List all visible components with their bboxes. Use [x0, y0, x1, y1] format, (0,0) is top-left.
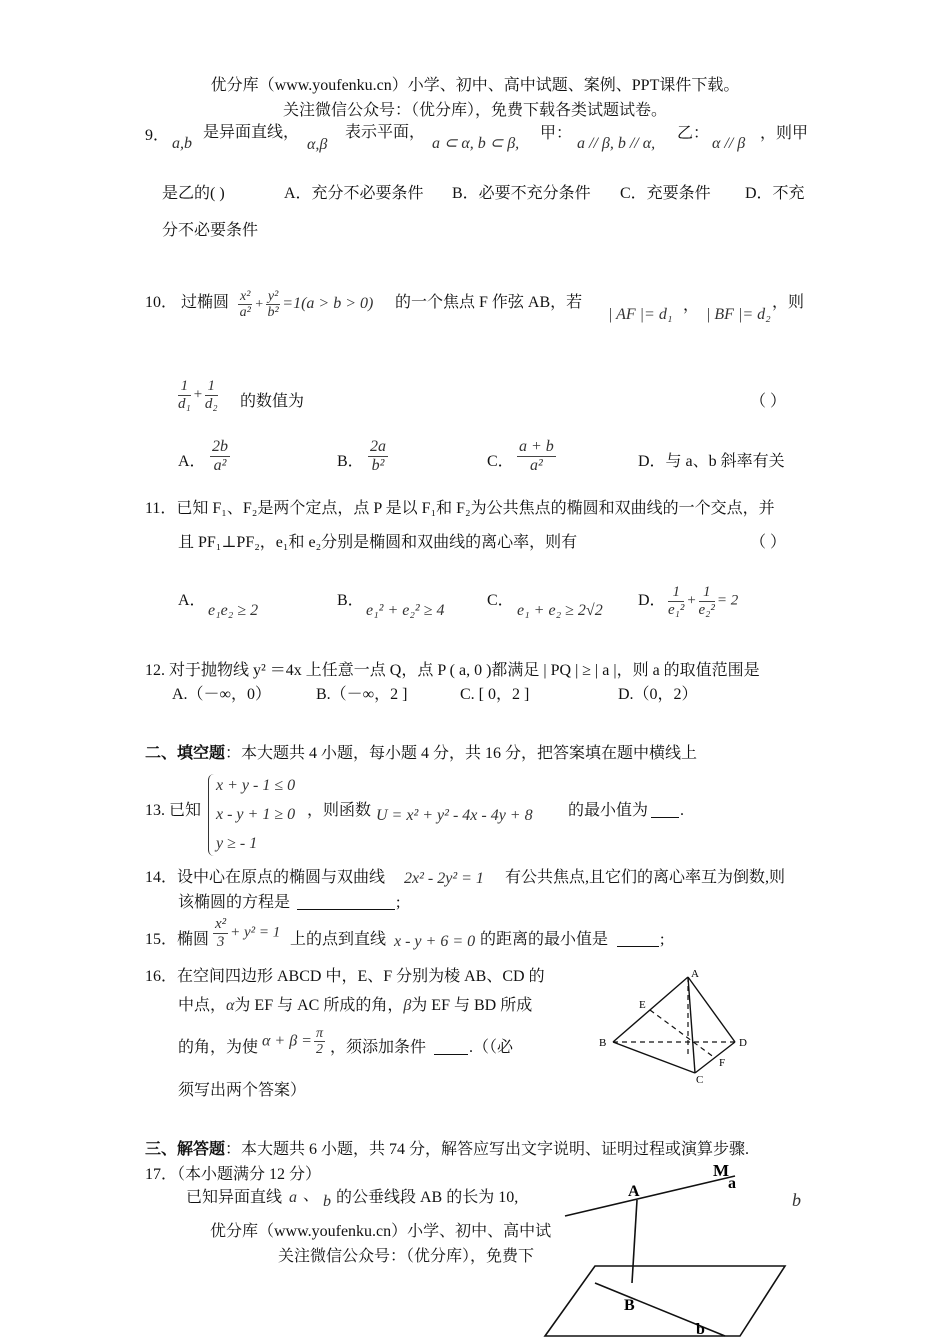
q15-text: 的距离的最小值是	[480, 931, 609, 948]
fig-label-a-line: a	[728, 1175, 736, 1192]
fig-label-b: B	[599, 1037, 607, 1049]
q9-text: ，则甲	[760, 125, 809, 142]
q9-option-a: A．充分不必要条件	[284, 185, 424, 202]
q10-answer-paren: （ ）	[750, 393, 787, 410]
q13-answer-blank[interactable]	[651, 803, 679, 818]
fig-label-b-point: B	[624, 1297, 635, 1314]
q17-line-a: a	[289, 1189, 297, 1206]
q10-option-b-math: $\frac{2a}{\text{b²}}$	[370, 438, 386, 474]
q14-line-2: 该椭圆的方程是	[178, 894, 291, 911]
q9-line-2: 是乙的( )	[162, 185, 225, 202]
q16-answer-blank[interactable]	[434, 1040, 468, 1055]
q9-text: 表示平面，	[345, 124, 426, 141]
q10-text: 的一个焦点 F 作弦 AB，若	[395, 294, 583, 311]
q13-brace	[208, 774, 215, 856]
q14-hyperbola: 2x² - 2y² = 1	[404, 870, 484, 887]
q9-math-planes-parallel: α // β	[712, 135, 746, 152]
q14-line-1b: 有公共焦点,且它们的离心率互为倒数,则	[505, 869, 786, 886]
q11-option-d: D．	[638, 592, 666, 609]
q10-text: ，则	[772, 294, 805, 311]
q9-yi: 乙：	[677, 125, 710, 142]
q13-text: ，则函数	[307, 802, 372, 819]
q14-answer-blank[interactable]	[297, 895, 395, 910]
q15-text: 15．椭圆	[145, 931, 210, 948]
q16-line-4: 须写出两个答案）	[178, 1082, 307, 1099]
q11-answer-paren: （ ）	[750, 534, 787, 551]
fig-label-f: F	[719, 1057, 726, 1069]
q10-text: 过椭圆	[181, 294, 230, 311]
q10-option-c-math: $\frac{a + b}{\text{a²}}$	[519, 438, 554, 474]
q9-math-subset: a ⊂ α, b ⊂ β,	[432, 135, 520, 152]
q10-comma: ，	[683, 297, 700, 314]
q11-option-c: C．	[487, 592, 514, 609]
q9-option-c: C．充要条件	[620, 185, 711, 202]
fig-label-d: D	[739, 1037, 747, 1049]
q15-line-eq: x - y + 6 = 0	[394, 933, 476, 950]
q15-end: ;	[660, 931, 665, 948]
q13-constraint-2: x - y + 1 ≥ 0	[216, 806, 296, 823]
fig-label-c: C	[696, 1074, 704, 1086]
q12-option-c: C. [ 0，2 ]	[460, 686, 530, 703]
q14-line-1a: 14．设中心在原点的椭圆与双曲线	[145, 869, 386, 886]
q9-math-planes: α,β	[307, 136, 328, 153]
q13-text: 的最小值为	[568, 802, 649, 819]
q9-math-parallel: a // β, b // α,	[577, 135, 656, 152]
q16-text: .（（必	[469, 1039, 514, 1056]
q13-end: .	[680, 802, 684, 819]
q17-side-label-b: b	[792, 1190, 801, 1210]
q16-text: ，须添加条件	[330, 1039, 427, 1056]
q9-jia: 甲：	[540, 125, 573, 142]
q12-option-a: A.（－∞，0）	[172, 686, 271, 703]
q11-option-c-math: e₁ + e₂ ≥ 2√2	[517, 602, 603, 619]
q16-text: 的角，为使	[178, 1039, 259, 1056]
q15-ellipse: $\frac{\text{x²}}{3}$ + y² = 1	[215, 916, 281, 950]
q9-math-ab: a,b	[172, 135, 192, 152]
q16-line-1: 16．在空间四边形 ABCD 中，E、F 分别为棱 AB、CD 的	[145, 968, 545, 985]
q16-condition-math: α + β = $\frac{\pi}{2}$	[262, 1026, 323, 1058]
q10-ellipse-eq: $\frac{\text{x²}}{\text{a²}}$ + $\frac{\text{y²}}{\text{b²}}$ =1(a > b > 0)	[239, 289, 374, 321]
q9-number: 9．	[145, 127, 170, 144]
q12-line-1: 12. 对于抛物线 y² ＝4x 上任意一点 Q，点 P ( a, 0 )都满足 | PQ | ≥ | a |，则 a 的取值范围是	[145, 662, 760, 679]
q11-line-2: 且 PF₁⊥PF₂，e₁和 e₂分别是椭圆和双曲线的离心率，则有	[178, 534, 578, 551]
q15-text: 上的点到直线	[290, 931, 387, 948]
q10-option-a: A．	[178, 453, 206, 470]
q15-answer-blank[interactable]	[617, 932, 659, 947]
q9-text: 是异面直线，	[203, 124, 300, 141]
q13-number: 13. 已知	[145, 802, 202, 819]
q9-option-d: D．不充	[745, 185, 805, 202]
skew-lines-figure	[540, 1158, 790, 1342]
q10-option-a-math: $\frac{2b}{\text{a²}}$	[212, 438, 228, 474]
q16-line-2: 中点，α为 EF 与 AC 所成的角，β为 EF 与 BD 所成	[178, 997, 533, 1014]
q10-expression: $\frac{1}{\text{d₁}}$ + $\frac{1}{\text{d₂}}$	[178, 378, 218, 412]
q13-constraint-1: x + y - 1 ≤ 0	[216, 777, 296, 794]
q9-line-3: 分不必要条件	[162, 222, 259, 239]
section-2-heading: 二、填空题：本大题共 4 小题，每小题 4 分，共 16 分，把答案填在题中横线上	[145, 745, 698, 762]
fig-label-b-line: b	[696, 1321, 705, 1338]
q17-line-b: b	[323, 1193, 331, 1210]
q12-option-d: D.（0，2）	[618, 686, 698, 703]
q14-end: ;	[396, 894, 401, 911]
q12-option-b: B.（－∞，2 ]	[316, 686, 408, 703]
q10-option-b: B．	[337, 453, 364, 470]
q13-function: U = x² + y² - 4x - 4y + 8	[376, 807, 533, 824]
footer-line-2: 关注微信公众号：（优分库），免费下	[278, 1248, 535, 1265]
fig-label-m: M	[713, 1161, 730, 1180]
q11-option-a-math: e₁e₂ ≥ 2	[208, 602, 259, 619]
q10-number: 10．	[145, 294, 178, 311]
q10-text: 的数值为	[240, 393, 305, 410]
section-3-heading: 三、解答题：本大题共 6 小题，共 74 分，解答应写出文字说明、证明过程或演算步骤.	[145, 1141, 750, 1158]
q11-option-a: A．	[178, 592, 206, 609]
fig-label-a: A	[691, 968, 699, 980]
q17-text: 的公垂线段 AB 的长为 10,	[336, 1189, 519, 1206]
q10-af: | AF |= d₁	[608, 306, 673, 323]
q11-line-1: 11．已知 F₁、F₂是两个定点，点 P 是以 F₁和 F₂为公共焦点的椭圆和双曲线的一个交点，并	[145, 500, 775, 517]
q9-option-b: B．必要不充分条件	[452, 185, 591, 202]
q13-constraint-3: y ≥ - 1	[216, 835, 258, 852]
header-line-1: 优分库（www.youfenku.cn）小学、初中、高中试题、案例、PPT课件下载。	[210, 77, 740, 94]
footer-line-1: 优分库（www.youfenku.cn）小学、初中、高中试	[210, 1223, 552, 1240]
q10-option-d: D．与 a、b 斜率有关	[638, 453, 785, 470]
q11-option-b: B．	[337, 592, 364, 609]
fig-label-e: E	[639, 999, 646, 1011]
q11-option-d-math: $\frac{1}{\text{e₁²}}$ + $\frac{1}{\text{e₂²}}$ = 2	[668, 584, 739, 618]
q17-separator: 、	[303, 1187, 320, 1204]
q11-option-b-math: e₁² + e₂² ≥ 4	[366, 602, 445, 619]
q10-bf: | BF |= d₂	[706, 306, 771, 323]
header-line-2: 关注微信公众号：（优分库），免费下载各类试题试卷。	[282, 102, 667, 119]
fig-label-a-point: A	[628, 1183, 640, 1200]
q17-line-1: 17．（本小题满分 12 分）	[145, 1166, 322, 1183]
q10-option-c: C．	[487, 453, 514, 470]
tetrahedron-figure	[595, 965, 765, 1095]
q17-text: 已知异面直线	[186, 1189, 283, 1206]
